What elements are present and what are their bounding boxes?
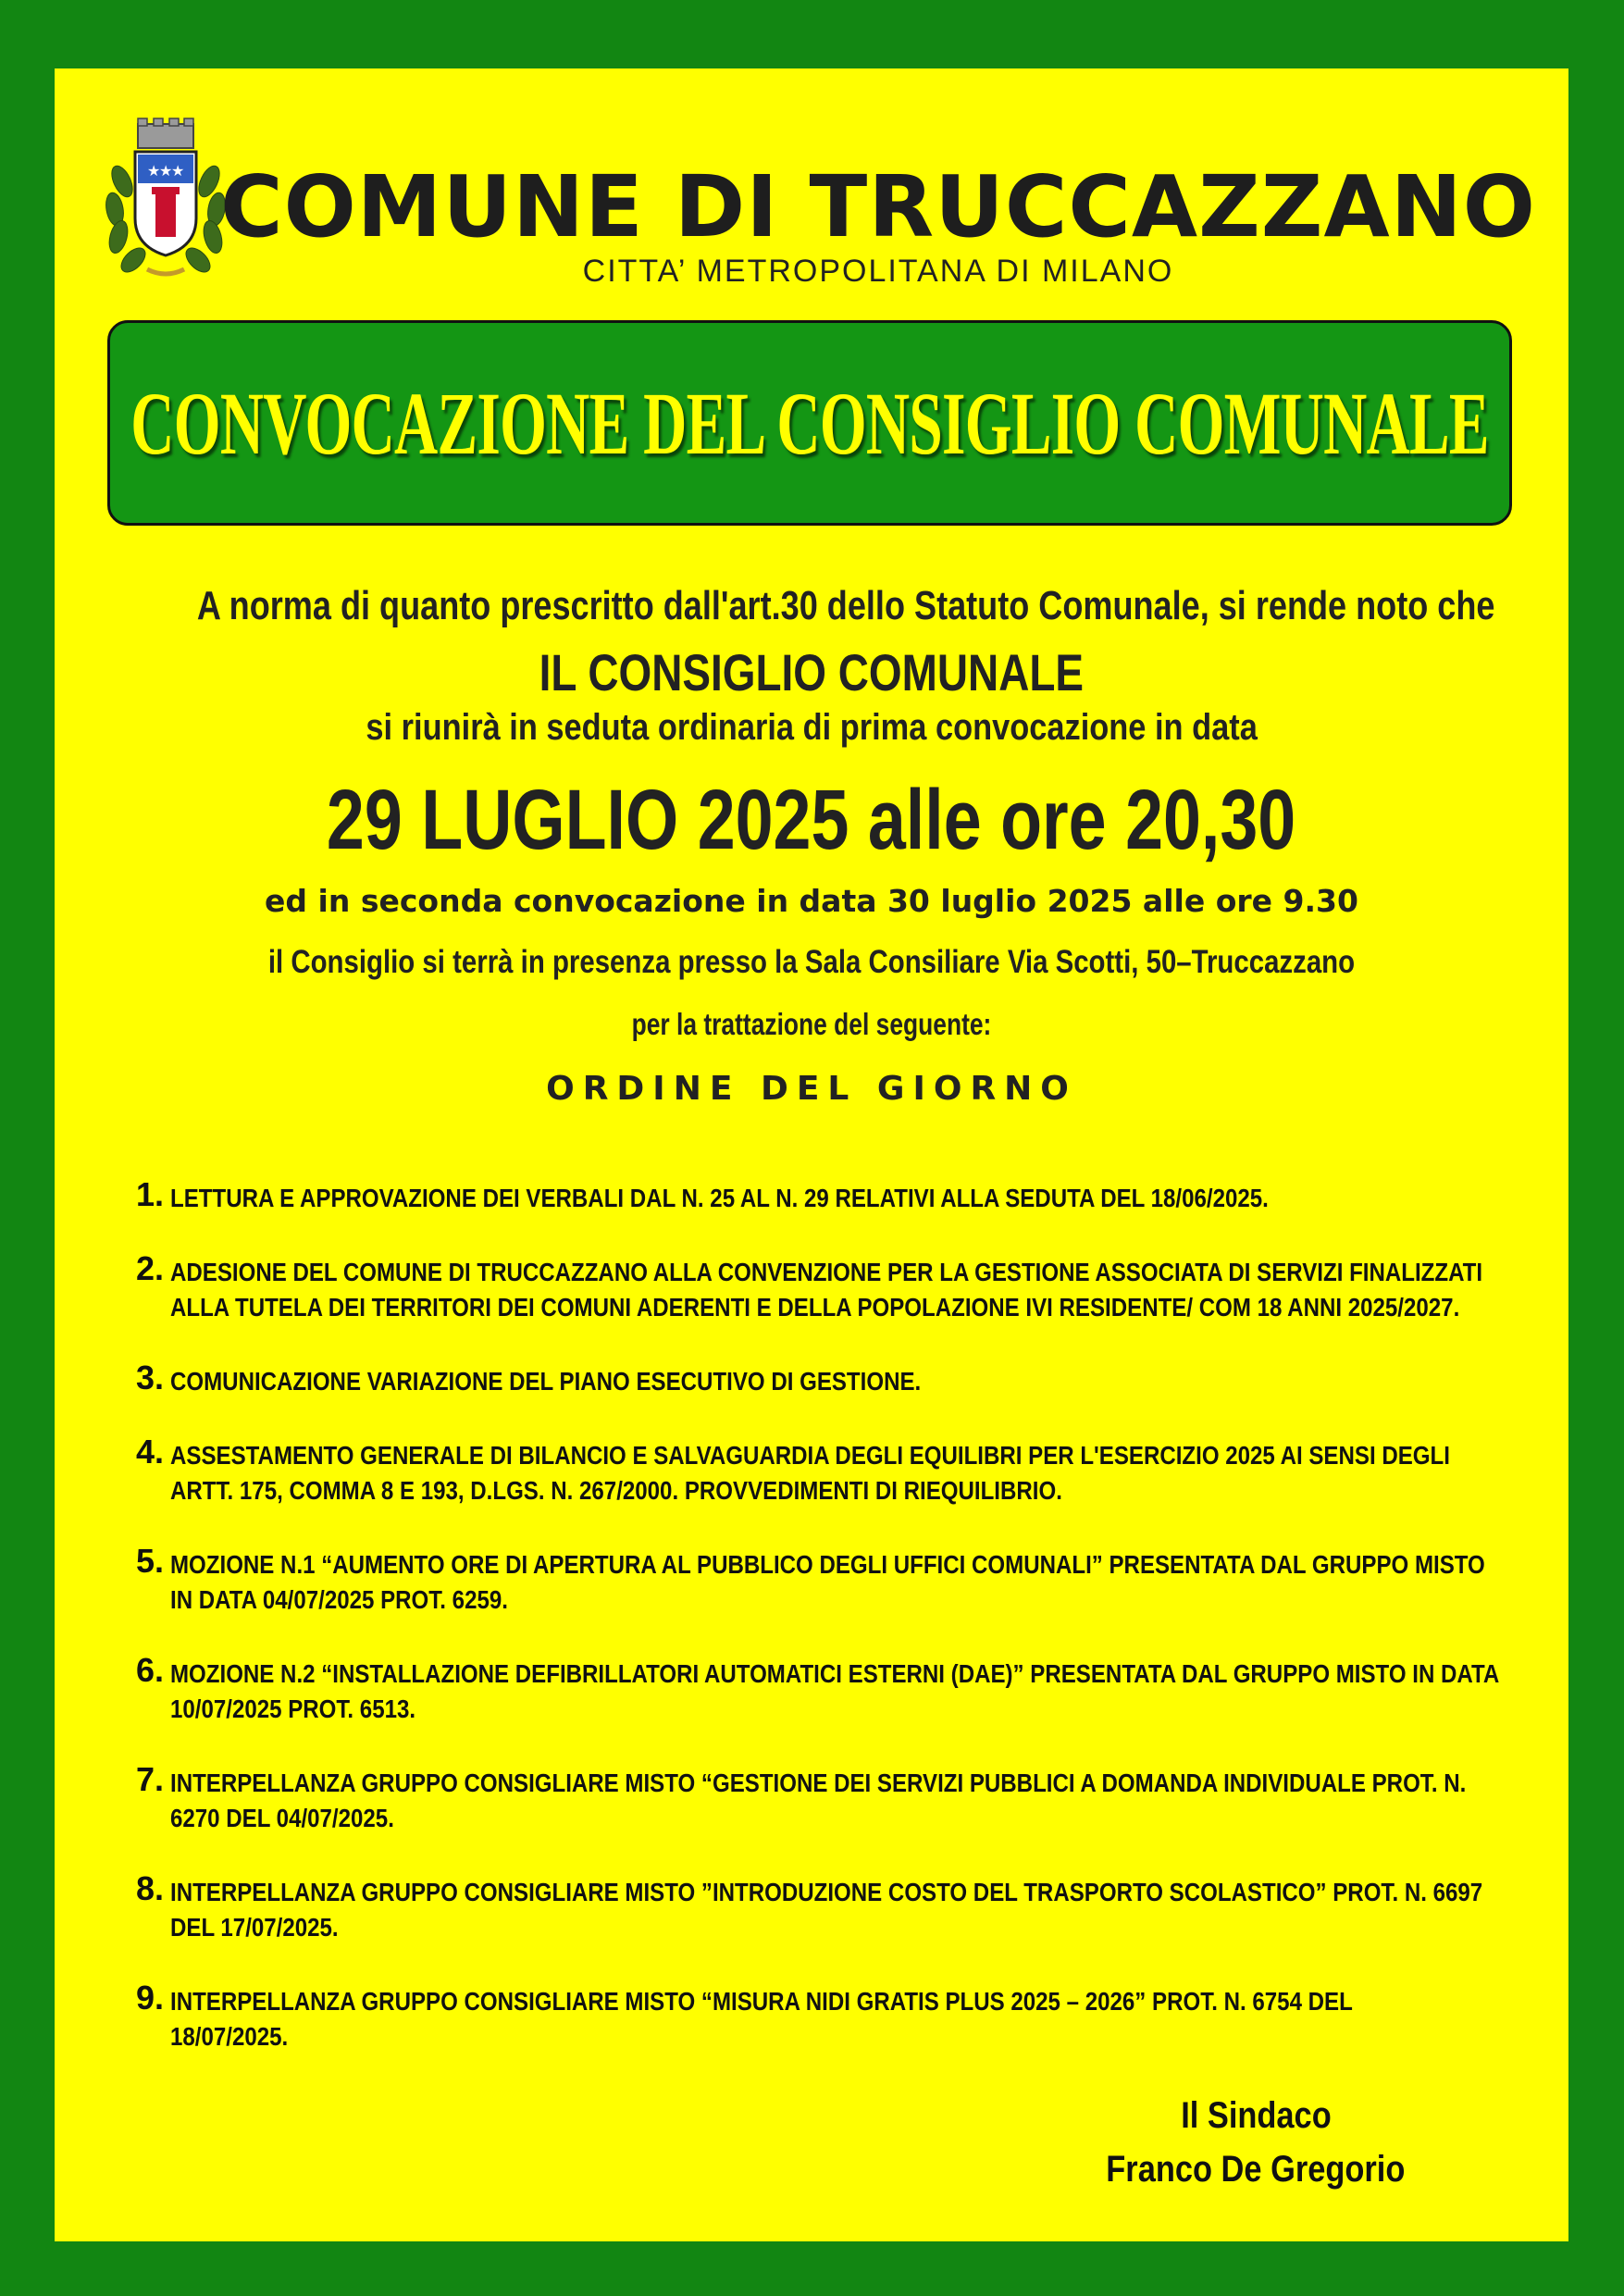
svg-text:★: ★ xyxy=(159,162,173,180)
agenda-item xyxy=(136,1760,1543,1836)
signature-role: Il Sindaco xyxy=(1180,2095,1332,2136)
agenda-item-number: 3. xyxy=(136,1359,165,1396)
agenda-item-text: ASSESTAMENTO GENERALE DI BILANCIO E SALVAGUARDIA DEGLI EQUILIBRI PER L'ESERCIZIO 2025 AI SENSI DEGLI ARTT. 175, COMMA 8 E 193, D.LGS. N. 267/2000. PROVVEDIMENTI DI RIEQUILIBRIO. xyxy=(170,1441,1450,1505)
agenda-intro-line: per la trattazione del seguente: xyxy=(631,1007,992,1041)
agenda-item xyxy=(136,1359,1543,1399)
agenda-item-number: 8. xyxy=(136,1869,165,1907)
banner-title: CONVOCAZIONE DEL CONSIGLIO COMUNALE xyxy=(130,373,1489,473)
agenda-item xyxy=(136,1433,1543,1508)
agenda-item xyxy=(136,1979,1543,2054)
convocation-banner xyxy=(107,320,1512,526)
poster-body xyxy=(55,68,1568,2241)
agenda-item xyxy=(136,1869,1543,1945)
agenda-item-text: INTERPELLANZA GRUPPO CONSIGLIARE MISTO “MISURA NIDI GRATIS PLUS 2025 – 2026” PROT. N. 6754 DEL 18/07/2025. xyxy=(170,1987,1353,2051)
venue-line: il Consiglio si terrà in presenza presso la Sala Consiliare Via Scotti, 50–Truccazzano xyxy=(267,944,1356,980)
session-line: si riunirà in seduta ordinaria di prima convocazione in data xyxy=(366,707,1258,748)
agenda-item xyxy=(136,1175,1543,1216)
agenda-list xyxy=(136,1175,1543,2093)
agenda-item-text: MOZIONE N.2 “INSTALLAZIONE DEFIBRILLATORI AUTOMATICI ESTERNI (DAE)” PRESENTATA DAL GRUPPO MISTO IN DATA 10/07/2025 PROT. 6513. xyxy=(170,1659,1500,1723)
signature-name: Franco De Gregorio xyxy=(1106,2149,1406,2190)
agenda-item-text: INTERPELLANZA GRUPPO CONSIGLIARE MISTO ”INTRODUZIONE COSTO DEL TRASPORTO SCOLASTICO” PROT. N. 6697 DEL 17/07/2025. xyxy=(170,1878,1483,1942)
meeting-date: 29 LUGLIO 2025 alle ore 20,30 xyxy=(327,773,1296,867)
agenda-heading: ORDINE DEL GIORNO xyxy=(546,1070,1077,1108)
agenda-item-text: INTERPELLANZA GRUPPO CONSIGLIARE MISTO “GESTIONE DEI SERVIZI PUBBLICI A DOMANDA INDIVIDUALE PROT. N. 6270 DEL 04/07/2025. xyxy=(170,1769,1467,1832)
council-heading: IL CONSIGLIO COMUNALE xyxy=(539,643,1085,701)
municipality-subtitle: CITTA’ METROPOLITANA DI MILANO xyxy=(582,254,1174,289)
agenda-item-number: 6. xyxy=(136,1651,165,1689)
agenda-item-number: 9. xyxy=(136,1979,165,2017)
agenda-item xyxy=(136,1542,1543,1618)
second-convocation-line: ed in seconda convocazione in data 30 luglio 2025 alle ore 9.30 xyxy=(265,883,1358,919)
intro-line: A norma di quanto prescritto dall'art.30 dello Statuto Comunale, si rende noto che xyxy=(196,583,1495,628)
agenda-item-number: 4. xyxy=(136,1433,165,1471)
agenda-item-text: ADESIONE DEL COMUNE DI TRUCCAZZANO ALLA CONVENZIONE PER LA GESTIONE ASSOCIATA DI SERVIZI FINALIZZATI ALLA TUTELA DEI TERRITORI DEI COMUNI ADERENTI E DELLA POPOLAZIONE IVI RESIDENTE/ COM 18 ANNI 2025/2027. xyxy=(170,1258,1483,1322)
svg-text:★: ★ xyxy=(147,162,161,180)
agenda-item-text: LETTURA E APPROVAZIONE DEI VERBALI DAL N. 25 AL N. 29 RELATIVI ALLA SEDUTA DEL 18/06/2025. xyxy=(170,1184,1269,1212)
agenda-item xyxy=(136,1651,1543,1727)
agenda-item-number: 5. xyxy=(136,1542,165,1580)
agenda-item xyxy=(136,1249,1543,1325)
agenda-item-text: COMUNICAZIONE VARIAZIONE DEL PIANO ESECUTIVO DI GESTIONE. xyxy=(170,1367,922,1396)
agenda-item-text: MOZIONE N.1 “AUMENTO ORE DI APERTURA AL PUBBLICO DEGLI UFFICI COMUNALI” PRESENTATA DAL GRUPPO MISTO IN DATA 04/07/2025 PROT. 6259. xyxy=(170,1550,1485,1614)
svg-text:★: ★ xyxy=(171,162,185,180)
municipality-title: COMUNE DI TRUCCAZZANO xyxy=(220,157,1536,256)
mayor-signature xyxy=(1071,2089,1441,2196)
agenda-item-number: 2. xyxy=(136,1249,165,1287)
agenda-item-number: 7. xyxy=(136,1760,165,1798)
agenda-item-number: 1. xyxy=(136,1175,165,1213)
